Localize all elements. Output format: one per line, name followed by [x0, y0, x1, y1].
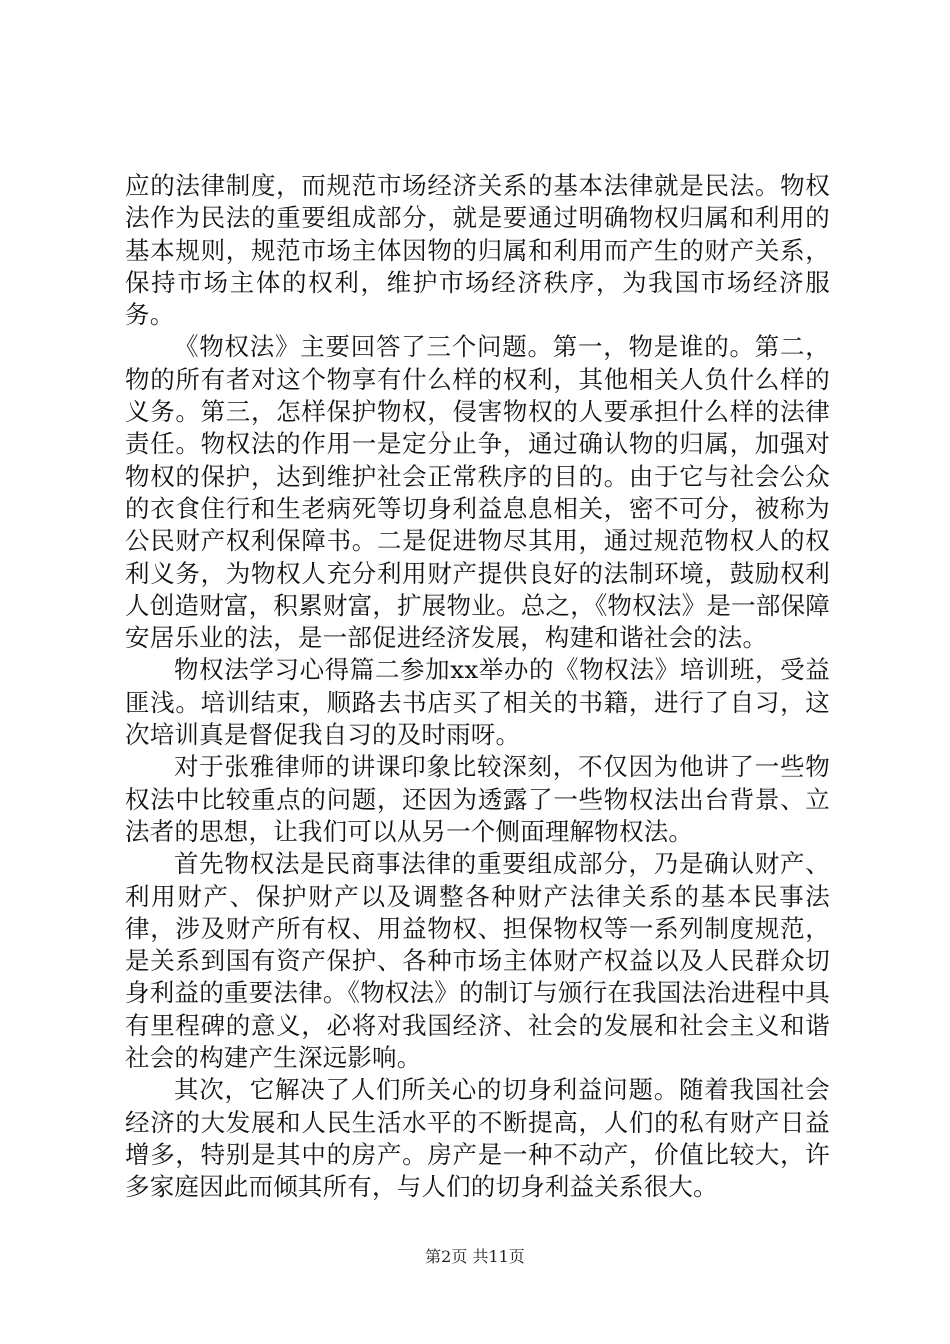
paragraph: 对于张雅律师的讲课印象比较深刻，不仅因为他讲了一些物权法中比较重点的问题，还因为透露了一些物权法出台背景、立法者的思想，让我们可以从另一个侧面理解物权法。: [125, 752, 830, 846]
document-body: [125, 170, 830, 1204]
paragraph-continued: 应的法律制度，而规范市场经济关系的基本法律就是民法。物权法作为民法的重要组成部分，就是要通过明确物权归属和利用的基本规则，规范市场主体因物的归属和利用而产生的财产关系，保持市场主体的权利，维护市场经济秩序，为我国市场经济服务。: [125, 171, 830, 330]
paragraph: 《物权法》主要回答了三个问题。第一，物是谁的。第二，物的所有者对这个物享有什么样的权利，其他相关人负什么样的义务。第三，怎样保护物权，侵害物权的人要承担什么样的法律责任。物权法的作用一是定分止争，通过确认物的归属，加强对物权的保护，达到维护社会正常秩序的目的。由于它与社会公众的衣食住行和生老病死等切身利益息息相关，密不可分，被称为公民财产权利保障书。二是促进物尽其用，通过规范物权人的权利义务，为物权人充分利用财产提供良好的法制环境，鼓励权利人创造财富，积累财富，扩展物业。总之，《物权法》是一部保障安居乐业的法，是一部促进经济发展，构建和谐社会的法。: [125, 332, 830, 653]
paragraph: 首先物权法是民商事法律的重要组成部分，乃是确认财产、利用财产、保护财产以及调整各种财产法律关系的基本民事法律，涉及财产所有权、用益物权、担保物权等一系列制度规范，是关系到国有资产保护、各种市场主体财产权益以及人民群众切身利益的重要法律。《物权法》的制订与颁行在我国法治进程中具有里程碑的意义，必将对我国经济、社会的发展和社会主义和谐社会的构建产生深远影响。: [125, 849, 830, 1073]
page-number-footer: 第2页 共11页: [425, 1247, 525, 1266]
paragraph: 其次，它解决了人们所关心的切身利益问题。随着我国社会经济的大发展和人民生活水平的不断提高，人们的私有财产日益增多，特别是其中的房产。房产是一种不动产，价值比较大，许多家庭因此而倾其所有，与人们的切身利益关系很大。: [125, 1075, 830, 1202]
paragraph: 物权法学习心得篇二参加xx举办的《物权法》培训班，受益匪浅。培训结束，顺路去书店买了相关的书籍，进行了自习，这次培训真是督促我自习的及时雨呀。: [125, 655, 830, 750]
